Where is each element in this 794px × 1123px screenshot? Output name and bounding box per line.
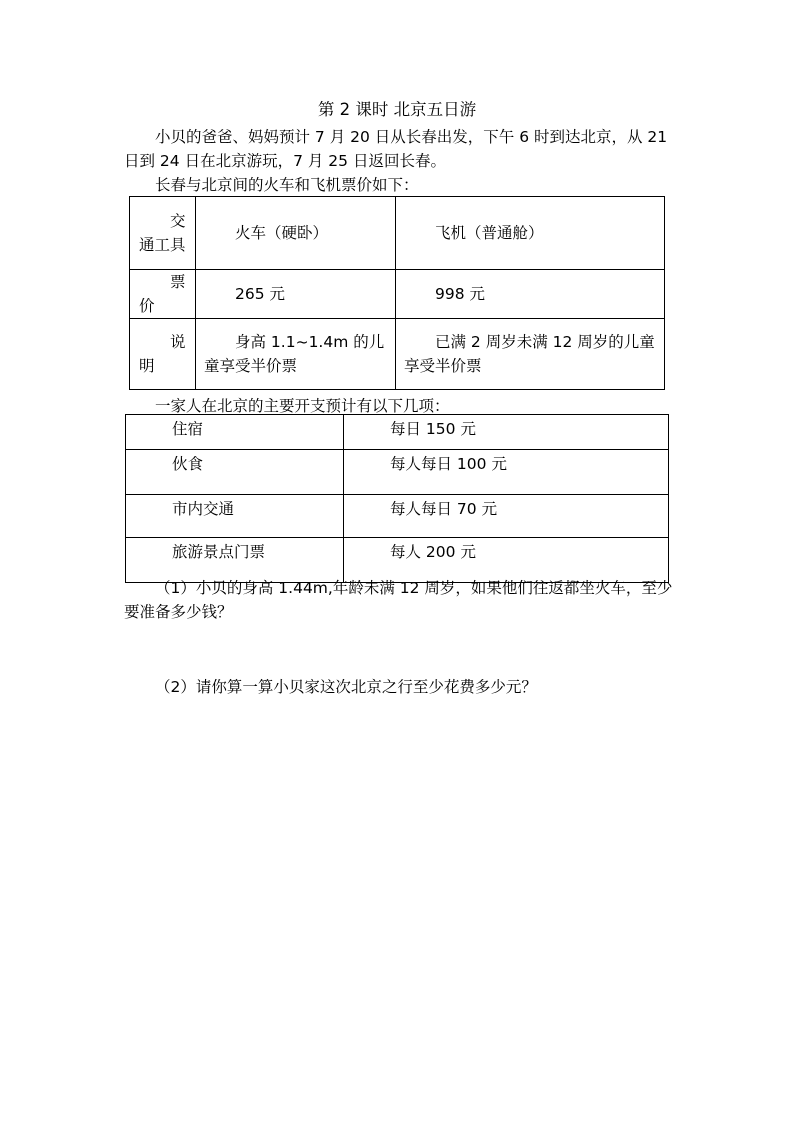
train-note: 身高 1.1~1.4m 的儿童享受半价票 — [204, 333, 385, 375]
price-label: 票价 — [139, 273, 186, 315]
expense-item: 市内交通 — [126, 495, 344, 538]
expense-cost: 每日 150 元 — [344, 415, 669, 450]
ticket-price-table — [129, 196, 665, 390]
question-2: （2）请你算一算小贝家这次北京之行至少花费多少元？ — [155, 678, 537, 696]
price-label-cell — [130, 270, 196, 319]
header-label-cell — [130, 197, 196, 270]
table-row — [130, 197, 665, 270]
train-price-cell — [196, 270, 396, 319]
page-title: 第 2 课时 北京五日游 — [317, 100, 477, 119]
plane-note-cell — [396, 319, 665, 390]
expense-table — [125, 414, 669, 583]
note-label-cell — [130, 319, 196, 390]
train-header: 火车（硬卧） — [235, 224, 329, 242]
table-row — [130, 270, 665, 319]
table-row — [126, 495, 669, 538]
ticket-intro: 长春与北京间的火车和飞机票价如下： — [155, 176, 419, 194]
question-1: （1）小贝的身高 1.44m,年龄未满 12 周岁，如果他们往返都坐火车，至少要准备多少钱？ — [124, 579, 673, 621]
transport-label: 交通工具 — [139, 212, 186, 254]
plane-header: 飞机（普通舱） — [435, 224, 544, 242]
expense-item: 伙食 — [126, 450, 344, 495]
expense-cost: 每人 200 元 — [344, 538, 669, 583]
expense-item: 住宿 — [126, 415, 344, 450]
plane-price: 998 元 — [435, 285, 486, 303]
note-label: 说明 — [139, 333, 186, 375]
plane-note: 已满 2 周岁未满 12 周岁的儿童享受半价票 — [404, 333, 655, 375]
plane-price-cell — [396, 270, 665, 319]
plane-header-cell — [396, 197, 665, 270]
table-row — [130, 319, 665, 390]
table-row — [126, 450, 669, 495]
expense-cost: 每人每日 70 元 — [344, 495, 669, 538]
expense-intro: 一家人在北京的主要开支预计有以下几项： — [155, 397, 450, 415]
expense-cost: 每人每日 100 元 — [344, 450, 669, 495]
expense-item: 旅游景点门票 — [126, 538, 344, 583]
train-header-cell — [196, 197, 396, 270]
train-price: 265 元 — [235, 285, 286, 303]
intro-paragraph: 小贝的爸爸、妈妈预计 7 月 20 日从长春出发，下午 6 时到达北京，从 21 日到 24 日在北京游玩，7 月 25 日返回长春。 — [124, 128, 668, 170]
table-row — [126, 415, 669, 450]
train-note-cell — [196, 319, 396, 390]
